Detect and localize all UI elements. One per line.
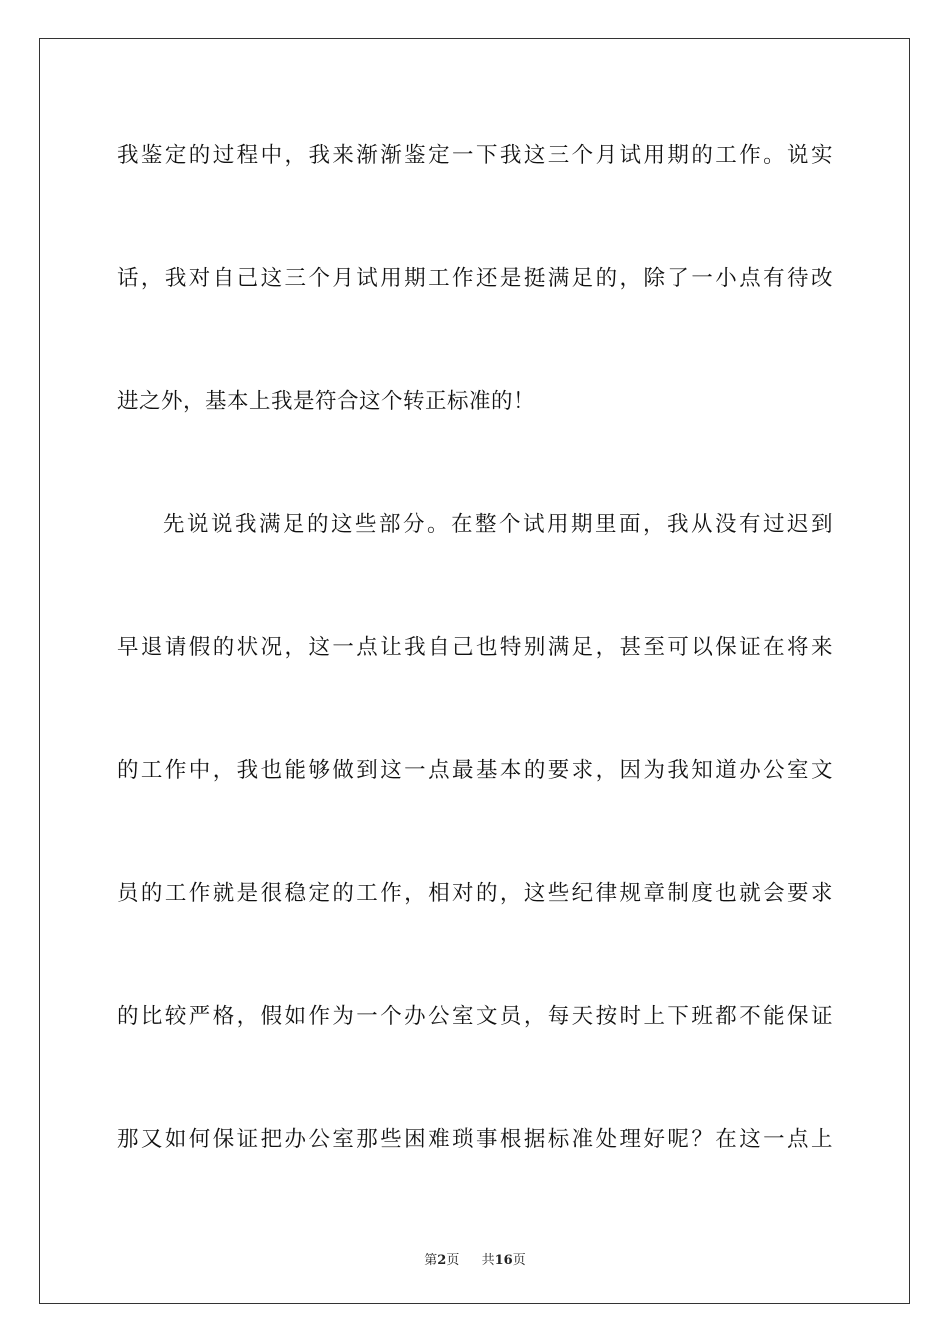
page-footer	[0, 1249, 950, 1268]
paragraph-first-line: 先说说我满足的这些部分。在整个试用期里面，我从没有过迟到	[163, 512, 833, 537]
page-number: 2	[437, 1253, 447, 1268]
text-line: 早退请假的状况，这一点让我自己也特别满足，甚至可以保证在将来	[117, 635, 833, 660]
page-prefix: 第	[424, 1253, 438, 1268]
text-line: 话，我对自己这三个月试用期工作还是挺满足的，除了一小点有待改	[117, 266, 833, 291]
total-prefix: 共	[481, 1253, 495, 1268]
document-body	[117, 125, 833, 1232]
total-suffix: 页	[512, 1253, 526, 1268]
page-suffix: 页	[446, 1253, 460, 1268]
text-line: 我鉴定的过程中，我来渐渐鉴定一下我这三个月试用期的工作。说实	[117, 143, 833, 168]
text-line: 员的工作就是很稳定的工作，相对的，这些纪律规章制度也就会要求	[117, 881, 833, 906]
text-line: 进之外，基本上我是符合这个转正标准的！	[117, 389, 536, 414]
text-line: 那又如何保证把办公室那些困难琐事根据标准处理好呢？在这一点上	[117, 1127, 833, 1152]
total-pages: 16	[494, 1253, 513, 1268]
text-line: 的比较严格，假如作为一个办公室文员，每天按时上下班都不能保证	[117, 1004, 833, 1029]
text-line: 的工作中，我也能够做到这一点最基本的要求，因为我知道办公室文	[117, 758, 833, 783]
